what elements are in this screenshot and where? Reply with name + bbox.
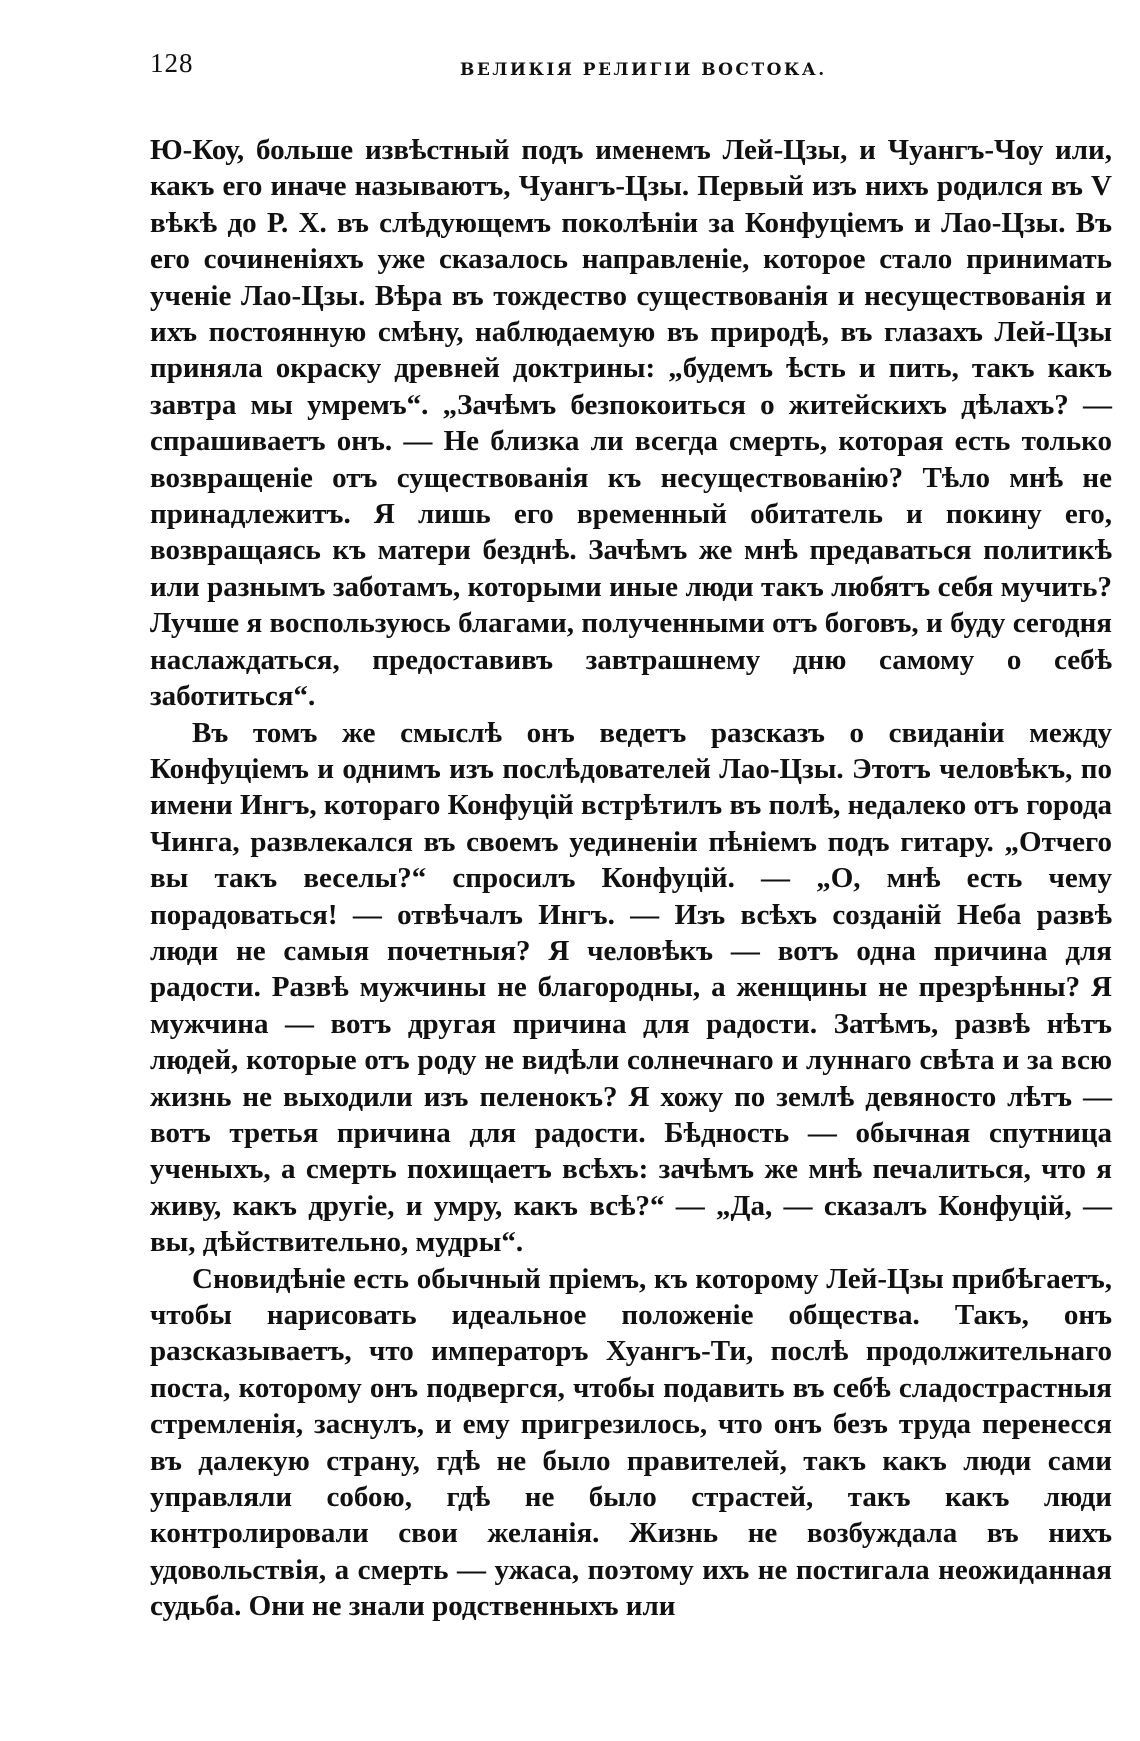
book-page bbox=[150, 40, 1112, 1625]
body-text bbox=[150, 132, 1112, 1625]
paragraph-2: Въ томъ же смыслѣ онъ ведетъ разсказъ о свиданіи между Конфуціемъ и однимъ изъ послѣдователей Лао-Цзы. Этотъ человѣкъ, по имени Ингъ, котораго Конфуцій встрѣтилъ въ полѣ, недалеко отъ города Чинга, развлекался въ своемъ уединеніи пѣніемъ подъ гитару. „Отчего вы такъ веселы?“ спросилъ Конфуцій. — „О, мнѣ есть чему порадоваться! — отвѣчалъ Ингъ. — Изъ всѣхъ созданій Неба развѣ люди не самыя почетныя? Я человѣкъ — вотъ одна причина для радости. Развѣ мужчины не благородны, а женщины не презрѣнны? Я мужчина — вотъ другая причина для радости. Затѣмъ, развѣ нѣтъ людей, которые отъ роду не видѣли солнечнаго и луннаго свѣта и за всю жизнь не выходили изъ пеленокъ? Я хожу по землѣ девяносто лѣтъ — вотъ третья причина для радости. Бѣдность — обычная спутница ученыхъ, а смерть похищаетъ всѣхъ: зачѣмъ же мнѣ печалиться, что я живу, какъ другіе, и умру, какъ всѣ?“ — „Да, — сказалъ Конфуцій, — вы, дѣйствительно, мудры“. bbox=[150, 716, 1112, 1259]
paragraph-3: Сновидѣніе есть обычный пріемъ, къ которому Лей-Цзы прибѣгаетъ, чтобы нарисовать идеальное положеніе общества. Такъ, онъ разсказываетъ, что императоръ Хуангъ-Ти, послѣ продолжительнаго поста, которому онъ подвергся, чтобы подавить въ себѣ сладострастныя стремленія, заснулъ, и ему пригрезилось, что онъ безъ труда перенесся въ далекую страну, гдѣ не было правителей, такъ какъ люди сами управляли собою, гдѣ не было страстей, такъ какъ люди контролировали свои желанія. Жизнь не возбуждала въ нихъ удовольствія, а смерть — ужаса, поэтому ихъ не постигала неожиданная судьба. Они не знали родственныхъ или bbox=[150, 1262, 1112, 1623]
paragraph-1: Ю-Коу, больше извѣстный подъ именемъ Лей-Цзы, и Чуангъ-Чоу или, какъ его иначе называютъ, Чуангъ-Цзы. Первый изъ нихъ родился въ V вѣкѣ до Р. Х. въ слѣдующемъ поколѣніи за Конфуціемъ и Лао-Цзы. Въ его сочиненіяхъ уже сказалось направленіе, которое стало принимать ученіе Лао-Цзы. Вѣра въ тождество существованія и несуществованія и ихъ постоянную смѣну, наблюдаемую въ природѣ, въ глазахъ Лей-Цзы приняла окраску древней доктрины: „будемъ ѣсть и пить, такъ какъ завтра мы умремъ“. „Зачѣмъ безпокоиться о житейскихъ дѣлахъ? — спрашиваетъ онъ. — Не близка ли всегда смерть, которая есть только возвращеніе отъ существованія къ несуществованію? Тѣло мнѣ не принадлежитъ. Я лишь его временный обитатель и покину его, возвращаясь къ матери безднѣ. Зачѣмъ же мнѣ предаваться политикѣ или разнымъ заботамъ, которыми иные люди такъ любятъ себя мучить? Лучше я воспользуюсь благами, полученными отъ боговъ, и буду сегодня наслаждаться, предоставивъ завтрашнему дню самому о себѣ заботиться“. bbox=[150, 134, 1112, 713]
running-head bbox=[150, 40, 1112, 88]
running-title: ВЕЛИКІЯ РЕЛИГІИ ВОСТОКА. bbox=[460, 60, 827, 80]
page-number: 128 bbox=[150, 48, 194, 78]
